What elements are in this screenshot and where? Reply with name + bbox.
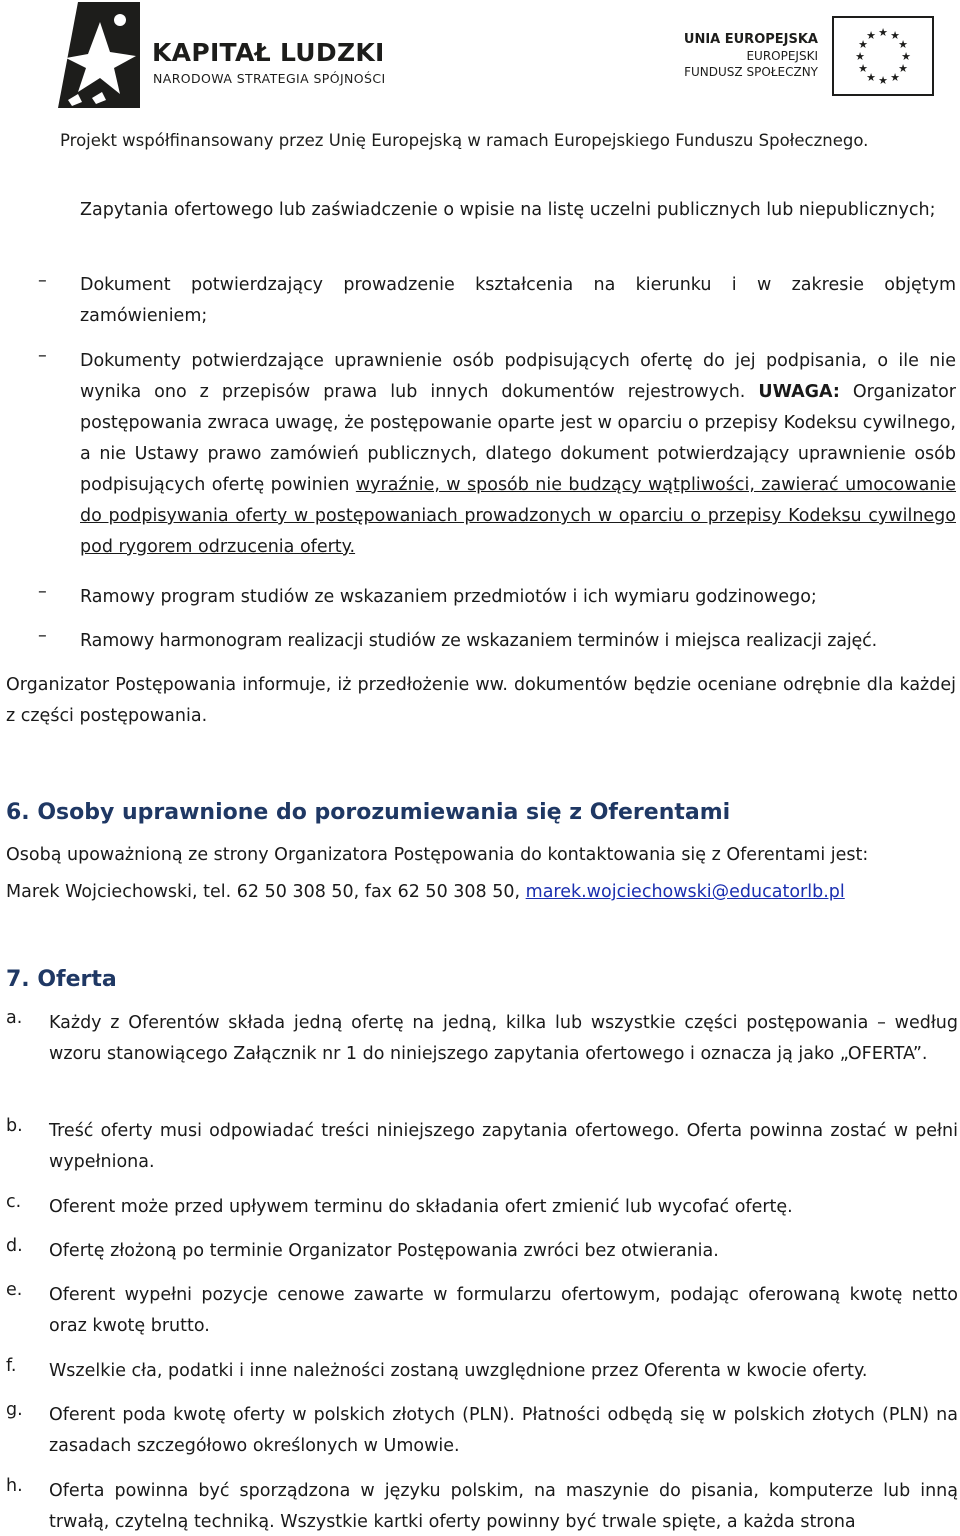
- list-item-mark: h.: [6, 1476, 23, 1496]
- intro-dash-item-1: Dokument potwierdzający prowadzenie kształcenia na kierunku i w zakresie objętym zamówieniem;: [80, 275, 956, 326]
- dash-marker: –: [38, 271, 47, 291]
- svg-text:★: ★: [901, 50, 911, 63]
- svg-text:★: ★: [898, 38, 908, 51]
- contact-details: Marek Wojciechowski, tel. 62 50 308 50, fax 62 50 308 50,: [6, 882, 526, 902]
- eu-line-1: UNIA EUROPEJSKA: [683, 32, 818, 47]
- svg-text:★: ★: [858, 62, 868, 75]
- list-item-mark: f.: [6, 1356, 17, 1376]
- list-item-mark: c.: [6, 1192, 22, 1212]
- dash-marker: –: [38, 626, 47, 646]
- project-tagline: Projekt współfinansowany przez Unię Europejską w ramach Europejskiego Funduszu Społecznego.: [60, 131, 869, 150]
- eu-text-block: [684, 31, 818, 80]
- kapital-ludzki-logo: [58, 2, 140, 108]
- kapital-ludzki-subtitle: NARODOWA STRATEGIA SPÓJNOŚCI: [153, 71, 386, 86]
- list-item: Oferent może przed upływem terminu do składania ofert zmienić lub wycofać ofertę.: [49, 1197, 793, 1217]
- section-7-heading: 7. Oferta: [6, 967, 117, 992]
- intro-dash-item-4: Ramowy harmonogram realizacji studiów ze wskazaniem terminów i miejsca realizacji zajęć.: [80, 631, 878, 651]
- list-item: Wszelkie cła, podatki i inne należności zostaną uwzględnione przez Oferenta w kwocie oferty.: [49, 1361, 868, 1381]
- svg-text:★: ★: [890, 29, 900, 42]
- eu-line-2: EUROPEJSKI: [746, 49, 818, 63]
- dash-marker: –: [38, 582, 47, 602]
- dash2-underlined-text: wyraźnie, w sposób nie budzący wątpliwości, zawierać umocowanie do podpisywania oferty w postępowaniach prowadzonych w oparciu o przepisy Kodeksu cywilnego pod rygorem odrzucenia oferty.: [80, 475, 957, 557]
- svg-text:★: ★: [878, 26, 888, 39]
- section-6-contact-line: [6, 877, 956, 908]
- list-item-mark: b.: [6, 1116, 23, 1136]
- svg-text:★: ★: [858, 38, 868, 51]
- intro-paragraph-1: Zapytania ofertowego lub zaświadczenie o wpisie na listę uczelni publicznych lub niepublicznych;: [80, 200, 936, 220]
- uwaga-label: UWAGA:: [758, 382, 840, 402]
- list-item: Oferta powinna być sporządzona w języku polskim, na maszynie do pisania, komputerze lub inną trwałą, czytelną techniką. Wszystkie kartki oferty powinny być trwale spięte, a każda strona: [49, 1481, 958, 1532]
- svg-text:★: ★: [855, 50, 865, 63]
- list-item-mark: a.: [6, 1008, 23, 1028]
- list-item: Oferent poda kwotę oferty w polskich złotych (PLN). Płatności odbędą się w polskich złotych (PLN) na zasadach szczegółowo określonych w Umowie.: [49, 1405, 958, 1456]
- svg-text:★: ★: [866, 29, 876, 42]
- dash2-text-b: Organizator postępowania zwraca uwagę, że postępowanie oparte jest w oparciu o przepisy Kodeksu cywilnego, a nie Ustawy prawo zamówień publicznych, dlatego dokument potwierdzający uprawnienie osób podpisujących ofertę powinien: [80, 382, 957, 495]
- list-item: Treść oferty musi odpowiadać treści niniejszego zapytania ofertowego. Oferta powinna zostać w pełni wypełniona.: [49, 1121, 958, 1172]
- page-header: [0, 0, 960, 160]
- intro-paragraph-2: Organizator Postępowania informuje, iż przedłożenie ww. dokumentów będzie oceniane odrębnie dla każdej z części postępowania.: [6, 675, 956, 726]
- list-item-mark: g.: [6, 1400, 23, 1420]
- list-item: Ofertę złożoną po terminie Organizator Postępowania zwróci bez otwierania.: [49, 1241, 719, 1261]
- svg-text:★: ★: [866, 71, 876, 84]
- intro-dash-item-3: Ramowy program studiów ze wskazaniem przedmiotów i ich wymiaru godzinowego;: [80, 587, 817, 607]
- contact-email-link[interactable]: marek.wojciechowski@educatorlb.pl: [525, 882, 845, 902]
- section-6-heading: 6. Osoby uprawnione do porozumiewania się z Oferentami: [6, 800, 731, 825]
- eu-line-3: FUNDUSZ SPOŁECZNY: [684, 65, 818, 79]
- intro-dash-item-2: [80, 346, 956, 563]
- list-item: Każdy z Oferentów składa jedną ofertę na jedną, kilka lub wszystkie części postępowania – według wzoru stanowiącego Załącznik nr 1 do niniejszego zapytania ofertowego i oznacza ją jako „OFERTA”.: [49, 1013, 958, 1064]
- kapital-ludzki-title: KAPITAŁ LUDZKI: [152, 38, 385, 67]
- list-item-mark: d.: [6, 1236, 23, 1256]
- eu-flag-icon: [832, 16, 934, 96]
- list-item-mark: e.: [6, 1280, 23, 1300]
- dash2-text-a: Dokumenty potwierdzające uprawnienie osób podpisujących ofertę do jej podpisania, o ile nie wynika ono z przepisów prawa lub innych dokumentów rejestrowych.: [80, 351, 956, 402]
- svg-text:★: ★: [898, 62, 908, 75]
- svg-text:★: ★: [878, 74, 888, 87]
- list-item: Oferent wypełni pozycje cenowe zawarte w formularzu ofertowym, podając oferowaną kwotę netto oraz kwotę brutto.: [49, 1285, 958, 1336]
- section-6-contact-intro: Osobą upoważnioną ze strony Organizatora Postępowania do kontaktowania się z Oferentami jest:: [6, 845, 869, 865]
- dash-marker: –: [38, 346, 47, 366]
- svg-text:★: ★: [890, 71, 900, 84]
